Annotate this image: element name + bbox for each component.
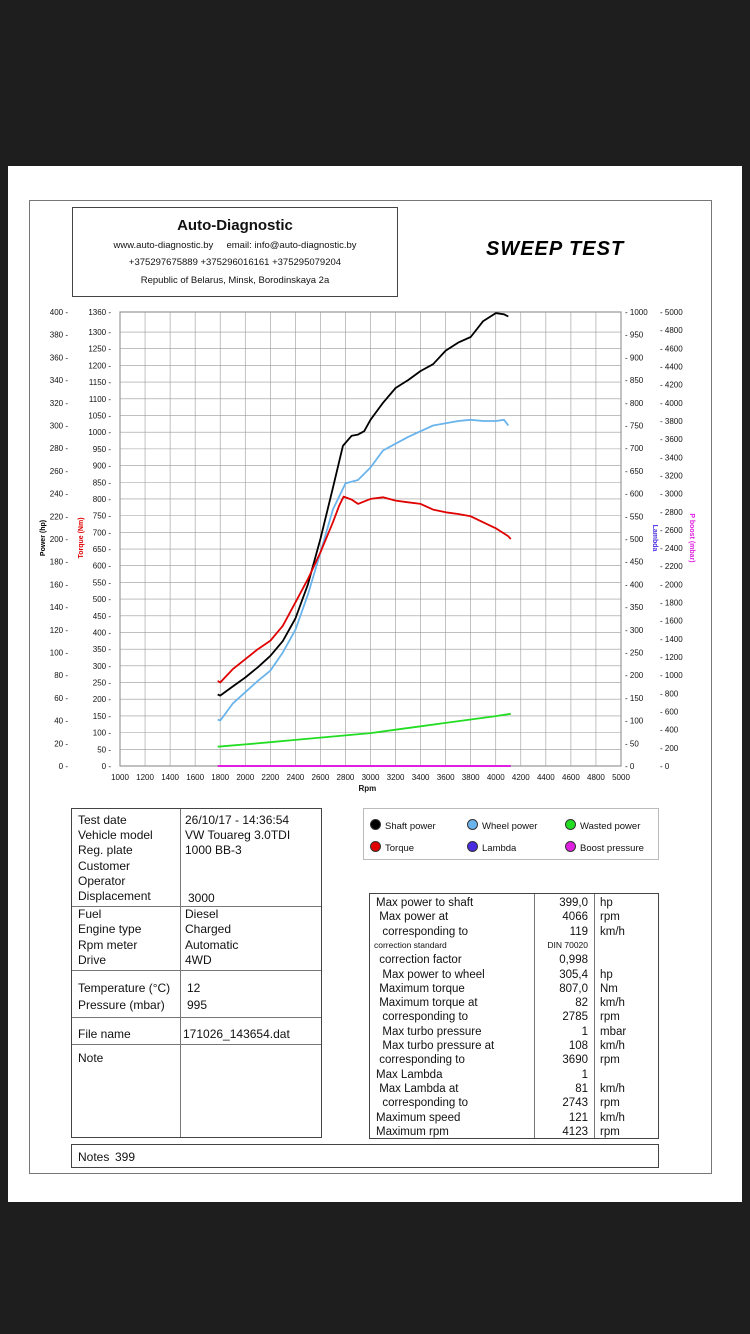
x-tick-label: 4000 xyxy=(486,773,505,782)
rpm-meter-label: Rpm meter xyxy=(78,938,138,952)
file-name-label: File name xyxy=(78,1027,131,1041)
maxima-row xyxy=(370,926,658,940)
maxima-row xyxy=(370,911,658,925)
boost-tick-label: - 2600 xyxy=(660,525,683,535)
x-tick-label: 3200 xyxy=(386,773,405,782)
lambda-axis-label: Lambda xyxy=(651,524,658,552)
lambda-tick-label: - 250 xyxy=(625,648,644,658)
engine-value: Charged xyxy=(185,922,232,936)
maxima-label: Maximum torque xyxy=(376,982,465,995)
legend-item: Wheel power xyxy=(467,819,537,832)
maxima-row xyxy=(370,1026,658,1040)
notes-value: 399 xyxy=(115,1150,136,1164)
boost-tick-label: - 4200 xyxy=(660,380,683,390)
power-axis-label: Power (hp) xyxy=(40,519,47,557)
torque-tick-label: 50 - xyxy=(97,745,111,755)
vehicle-label: Vehicle model xyxy=(78,828,153,842)
maxima-unit: km/h xyxy=(600,1111,625,1124)
maxima-label: Max turbo pressure xyxy=(376,1025,482,1038)
torque-tick-label: 1050 - xyxy=(88,411,111,421)
maxima-row xyxy=(370,1011,658,1025)
maxima-row xyxy=(370,1040,658,1054)
power-tick-label: 340 - xyxy=(49,376,68,386)
maxima-value: 2743 xyxy=(562,1097,588,1110)
lambda-tick-label: - 400 xyxy=(625,580,644,590)
chart-grid xyxy=(120,312,621,766)
maxima-label: Max Lambda at xyxy=(376,1082,459,1095)
legend-swatch xyxy=(370,841,381,852)
torque-tick-label: 950 - xyxy=(92,444,111,454)
company-phones: +375297675889 +375296016161 +375295079204 xyxy=(128,257,342,268)
torque-tick-label: 750 - xyxy=(92,511,111,521)
notes-bar xyxy=(71,1144,659,1168)
boost-tick-label: - 1400 xyxy=(660,634,683,644)
maxima-label: corresponding to xyxy=(376,1054,465,1067)
lambda-tick-label: - 550 xyxy=(625,512,644,522)
boost-tick-label: - 2000 xyxy=(660,580,683,590)
maxima-value: 81 xyxy=(575,1082,588,1095)
power-tick-label: 0 - xyxy=(58,762,68,771)
note-label: Note xyxy=(78,1051,104,1065)
boost-tick-label: - 3400 xyxy=(660,453,683,463)
power-tick-label: 320 - xyxy=(49,398,68,408)
boost-axis-label: P boost (mbar) xyxy=(688,513,695,563)
power-tick-label: 200 - xyxy=(49,535,68,544)
torque-tick-label: 1200 - xyxy=(88,361,111,371)
x-axis-label: Rpm xyxy=(358,784,377,793)
x-tick-label: 4200 xyxy=(511,773,530,782)
customer-label: Customer xyxy=(78,859,131,873)
maxima-label: Maximum rpm xyxy=(376,1125,449,1138)
maxima-value: 807,0 xyxy=(559,982,588,995)
power-tick-label: 100 - xyxy=(49,648,68,658)
maxima-row xyxy=(370,1083,658,1097)
lambda-tick-label: - 700 xyxy=(625,444,644,454)
maxima-row xyxy=(370,1097,658,1111)
plate-value: 1000 BB-3 xyxy=(185,843,242,857)
x-tick-label: 3000 xyxy=(361,773,380,782)
maxima-row xyxy=(370,969,658,983)
power-tick-label: 140 - xyxy=(49,603,68,613)
maxima-label: correction standard xyxy=(374,939,447,950)
boost-tick-label: - 4400 xyxy=(660,362,683,372)
x-tick-label: 1600 xyxy=(186,773,205,782)
lambda-tick-label: - 850 xyxy=(625,376,644,386)
lambda-tick-label: - 900 xyxy=(625,353,644,363)
lambda-tick-label: - 650 xyxy=(625,466,644,476)
maxima-unit: rpm xyxy=(600,1097,620,1110)
displacement-label: Displacement xyxy=(78,889,151,903)
maxima-label: Maximum torque at xyxy=(376,997,478,1010)
boost-tick-label: - 5000 xyxy=(660,308,683,317)
power-tick-label: 40 - xyxy=(54,716,68,726)
legend-swatch xyxy=(467,819,478,830)
maxima-label: Max power at xyxy=(376,911,449,924)
maxima-row xyxy=(370,897,658,911)
lambda-tick-label: - 750 xyxy=(625,421,644,431)
maxima-value: 1 xyxy=(581,1025,588,1038)
report-title: SWEEP TEST xyxy=(486,238,625,260)
x-tick-label: 2600 xyxy=(311,773,330,782)
maxima-unit: km/h xyxy=(600,925,625,938)
power-tick-label: 400 - xyxy=(49,308,68,317)
temperature-value: 12 xyxy=(187,981,201,995)
maxima-row xyxy=(370,997,658,1011)
maxima-value: 4123 xyxy=(562,1125,588,1138)
maxima-label: corresponding to xyxy=(376,925,469,938)
boost-tick-label: - 400 xyxy=(660,725,679,735)
torque-tick-label: 900 - xyxy=(92,461,111,471)
lambda-tick-label: - 200 xyxy=(625,671,644,681)
maxima-value: 0,998 xyxy=(559,954,588,967)
power-tick-label: 160 - xyxy=(49,580,68,590)
operator-label: Operator xyxy=(78,874,126,888)
legend-item: Lambda xyxy=(467,841,516,854)
x-tick-label: 4600 xyxy=(562,773,580,782)
maxima-label: corresponding to xyxy=(376,1097,469,1110)
vehicle-info-table xyxy=(71,808,322,1138)
lambda-tick-label: - 600 xyxy=(625,489,644,499)
maxima-unit: km/h xyxy=(600,1082,625,1095)
torque-tick-label: 400 - xyxy=(92,628,111,638)
legend-swatch xyxy=(467,841,478,852)
maxima-label: Max power to wheel xyxy=(376,968,485,981)
torque-tick-label: 650 - xyxy=(92,545,111,555)
maxima-unit: km/h xyxy=(600,997,625,1010)
pressure-value: 995 xyxy=(187,998,208,1012)
fuel-label: Fuel xyxy=(78,907,102,921)
x-tick-label: 2800 xyxy=(336,773,355,782)
boost-tick-label: - 2800 xyxy=(660,507,683,517)
pressure-label: Pressure (mbar) xyxy=(78,998,165,1012)
maxima-label: Maximum speed xyxy=(376,1111,461,1124)
torque-tick-label: 150 - xyxy=(92,711,111,721)
x-tick-label: 2000 xyxy=(236,773,255,782)
maxima-row xyxy=(370,1126,658,1140)
company-address: Republic of Belarus, Minsk, Borodinskaya 2a xyxy=(140,275,330,286)
boost-tick-label: - 800 xyxy=(660,689,679,699)
lambda-tick-label: - 350 xyxy=(625,603,644,613)
plate-label: Reg. plate xyxy=(78,843,133,857)
legend-swatch xyxy=(370,819,381,830)
maxima-table xyxy=(369,893,659,1139)
boost-tick-label: - 3000 xyxy=(660,489,683,499)
rpm-meter-value: Automatic xyxy=(185,938,239,952)
displacement-value: 3000 xyxy=(188,891,215,905)
test-date-label: Test date xyxy=(78,813,127,827)
lambda-tick-label: - 950 xyxy=(625,330,644,340)
x-tick-label: 4400 xyxy=(536,773,555,782)
maxima-value: 2785 xyxy=(562,1011,588,1024)
lambda-tick-label: - 50 xyxy=(625,739,639,749)
maxima-value: 305,4 xyxy=(559,968,588,981)
maxima-unit: rpm xyxy=(600,911,620,924)
power-tick-label: 240 - xyxy=(49,489,68,499)
test-date-value: 26/10/17 - 14:36:54 xyxy=(185,813,290,827)
legend-swatch xyxy=(565,819,576,830)
x-tick-label: 1400 xyxy=(161,773,179,782)
power-tick-label: 260 - xyxy=(49,466,68,476)
torque-tick-label: 1360 - xyxy=(88,308,111,317)
torque-tick-label: 1150 - xyxy=(88,378,111,388)
lambda-tick-label: - 150 xyxy=(625,693,644,703)
maxima-label: Max turbo pressure at xyxy=(376,1040,495,1052)
lambda-tick-label: - 100 xyxy=(625,716,644,726)
maxima-label: Max power to shaft xyxy=(376,897,474,909)
power-tick-label: 360 - xyxy=(49,353,68,363)
file-name-value: 171026_143654.dat xyxy=(183,1027,290,1041)
power-tick-label: 80 - xyxy=(54,671,68,681)
torque-tick-label: 100 - xyxy=(92,728,111,738)
x-tick-label: 1200 xyxy=(136,773,154,782)
power-tick-label: 220 - xyxy=(49,512,68,522)
maxima-row xyxy=(370,1054,658,1068)
drive-label: Drive xyxy=(78,953,107,967)
lambda-tick-label: - 0 xyxy=(625,762,635,771)
torque-tick-label: 200 - xyxy=(92,695,111,705)
vehicle-value: VW Touareg 3.0TDI xyxy=(185,828,291,842)
temperature-label: Temperature (°C) xyxy=(78,981,171,995)
maxima-row xyxy=(370,940,658,954)
boost-tick-label: - 1800 xyxy=(660,598,683,608)
maxima-unit: rpm xyxy=(600,1011,620,1024)
lambda-tick-label: - 1000 xyxy=(625,308,648,317)
torque-tick-label: 350 - xyxy=(92,645,111,655)
maxima-value: 3690 xyxy=(562,1054,588,1067)
engine-label: Engine type xyxy=(78,922,142,936)
maxima-unit: rpm xyxy=(600,1054,620,1067)
power-tick-label: 180 - xyxy=(49,557,68,567)
chart-legend xyxy=(363,808,659,860)
legend-swatch xyxy=(565,841,576,852)
torque-tick-label: 800 - xyxy=(92,494,111,504)
boost-tick-label: - 4000 xyxy=(660,398,683,408)
boost-tick-label: - 4800 xyxy=(660,326,683,336)
power-tick-label: 20 - xyxy=(54,739,68,749)
company-web-email: www.auto-diagnostic.by email: info@auto-diagnostic.by xyxy=(113,240,357,251)
maxima-unit: rpm xyxy=(600,1125,620,1138)
boost-tick-label: - 3200 xyxy=(660,471,683,481)
maxima-unit: hp xyxy=(600,897,613,909)
drive-value: 4WD xyxy=(185,953,212,967)
boost-tick-label: - 2200 xyxy=(660,562,683,572)
boost-tick-label: - 1000 xyxy=(660,671,683,681)
lambda-tick-label: - 500 xyxy=(625,535,644,544)
boost-tick-label: - 3600 xyxy=(660,435,683,445)
boost-tick-label: - 3800 xyxy=(660,416,683,426)
boost-tick-label: - 600 xyxy=(660,707,679,717)
torque-tick-label: 1250 - xyxy=(88,344,111,354)
fuel-value: Diesel xyxy=(185,907,219,921)
boost-tick-label: - 1600 xyxy=(660,616,683,626)
maxima-value: DIN 70020 xyxy=(547,939,588,950)
maxima-unit: mbar xyxy=(600,1025,627,1038)
maxima-label: corresponding to xyxy=(376,1011,469,1024)
company-name: Auto-Diagnostic xyxy=(177,217,293,234)
torque-tick-label: 700 - xyxy=(92,528,111,538)
torque-axis-label: Torque (Nm) xyxy=(78,517,85,559)
torque-tick-label: 450 - xyxy=(92,611,111,621)
torque-tick-label: 550 - xyxy=(92,578,111,588)
torque-tick-label: 0 - xyxy=(101,762,111,771)
power-tick-label: 300 - xyxy=(49,421,68,431)
x-tick-label: 3400 xyxy=(411,773,430,782)
boost-tick-label: - 4600 xyxy=(660,344,683,354)
maxima-row xyxy=(370,1069,658,1083)
boost-tick-label: - 2400 xyxy=(660,544,683,554)
maxima-value: 399,0 xyxy=(559,897,588,909)
lambda-tick-label: - 300 xyxy=(625,625,644,635)
notes-label: Notes xyxy=(78,1150,110,1164)
lambda-tick-label: - 450 xyxy=(625,557,644,567)
maxima-value: 4066 xyxy=(562,911,588,924)
legend-item: Shaft power xyxy=(370,819,436,832)
x-tick-label: 3800 xyxy=(461,773,480,782)
maxima-value: 82 xyxy=(575,997,588,1010)
legend-item: Wasted power xyxy=(565,819,640,832)
maxima-row xyxy=(370,954,658,968)
maxima-value: 119 xyxy=(569,925,588,938)
legend-item: Torque xyxy=(370,841,414,854)
power-tick-label: 120 - xyxy=(49,625,68,635)
maxima-unit: hp xyxy=(600,968,613,981)
torque-tick-label: 1300 - xyxy=(88,328,111,338)
maxima-value: 108 xyxy=(568,1040,588,1052)
power-tick-label: 60 - xyxy=(54,693,68,703)
torque-tick-label: 850 - xyxy=(92,478,111,488)
x-tick-label: 1000 xyxy=(111,773,129,782)
torque-tick-label: 1000 - xyxy=(88,428,111,438)
power-tick-label: 280 - xyxy=(49,444,68,454)
torque-tick-label: 300 - xyxy=(92,661,111,671)
maxima-unit: Nm xyxy=(600,982,618,995)
maxima-row xyxy=(370,1112,658,1126)
lambda-tick-label: - 800 xyxy=(625,398,644,408)
torque-tick-label: 250 - xyxy=(92,678,111,688)
legend-item: Boost pressure xyxy=(565,841,644,854)
x-tick-label: 2200 xyxy=(261,773,280,782)
boost-tick-label: - 1200 xyxy=(660,653,683,663)
torque-tick-label: 600 - xyxy=(92,561,111,571)
maxima-label: Max Lambda xyxy=(376,1068,443,1081)
boost-tick-label: - 0 xyxy=(660,762,670,771)
maxima-value: 121 xyxy=(568,1111,588,1124)
maxima-label: correction factor xyxy=(376,954,462,967)
maxima-row xyxy=(370,983,658,997)
x-tick-label: 3600 xyxy=(436,773,455,782)
boost-tick-label: - 200 xyxy=(660,743,679,753)
x-tick-label: 1800 xyxy=(211,773,230,782)
x-tick-label: 4800 xyxy=(587,773,605,782)
x-tick-label: 2400 xyxy=(286,773,305,782)
torque-tick-label: 1100 - xyxy=(88,394,111,404)
x-tick-label: 5000 xyxy=(612,773,630,782)
maxima-value: 1 xyxy=(581,1068,588,1081)
maxima-unit: km/h xyxy=(600,1040,625,1052)
power-tick-label: 380 - xyxy=(49,330,68,340)
torque-tick-label: 500 - xyxy=(92,595,111,605)
